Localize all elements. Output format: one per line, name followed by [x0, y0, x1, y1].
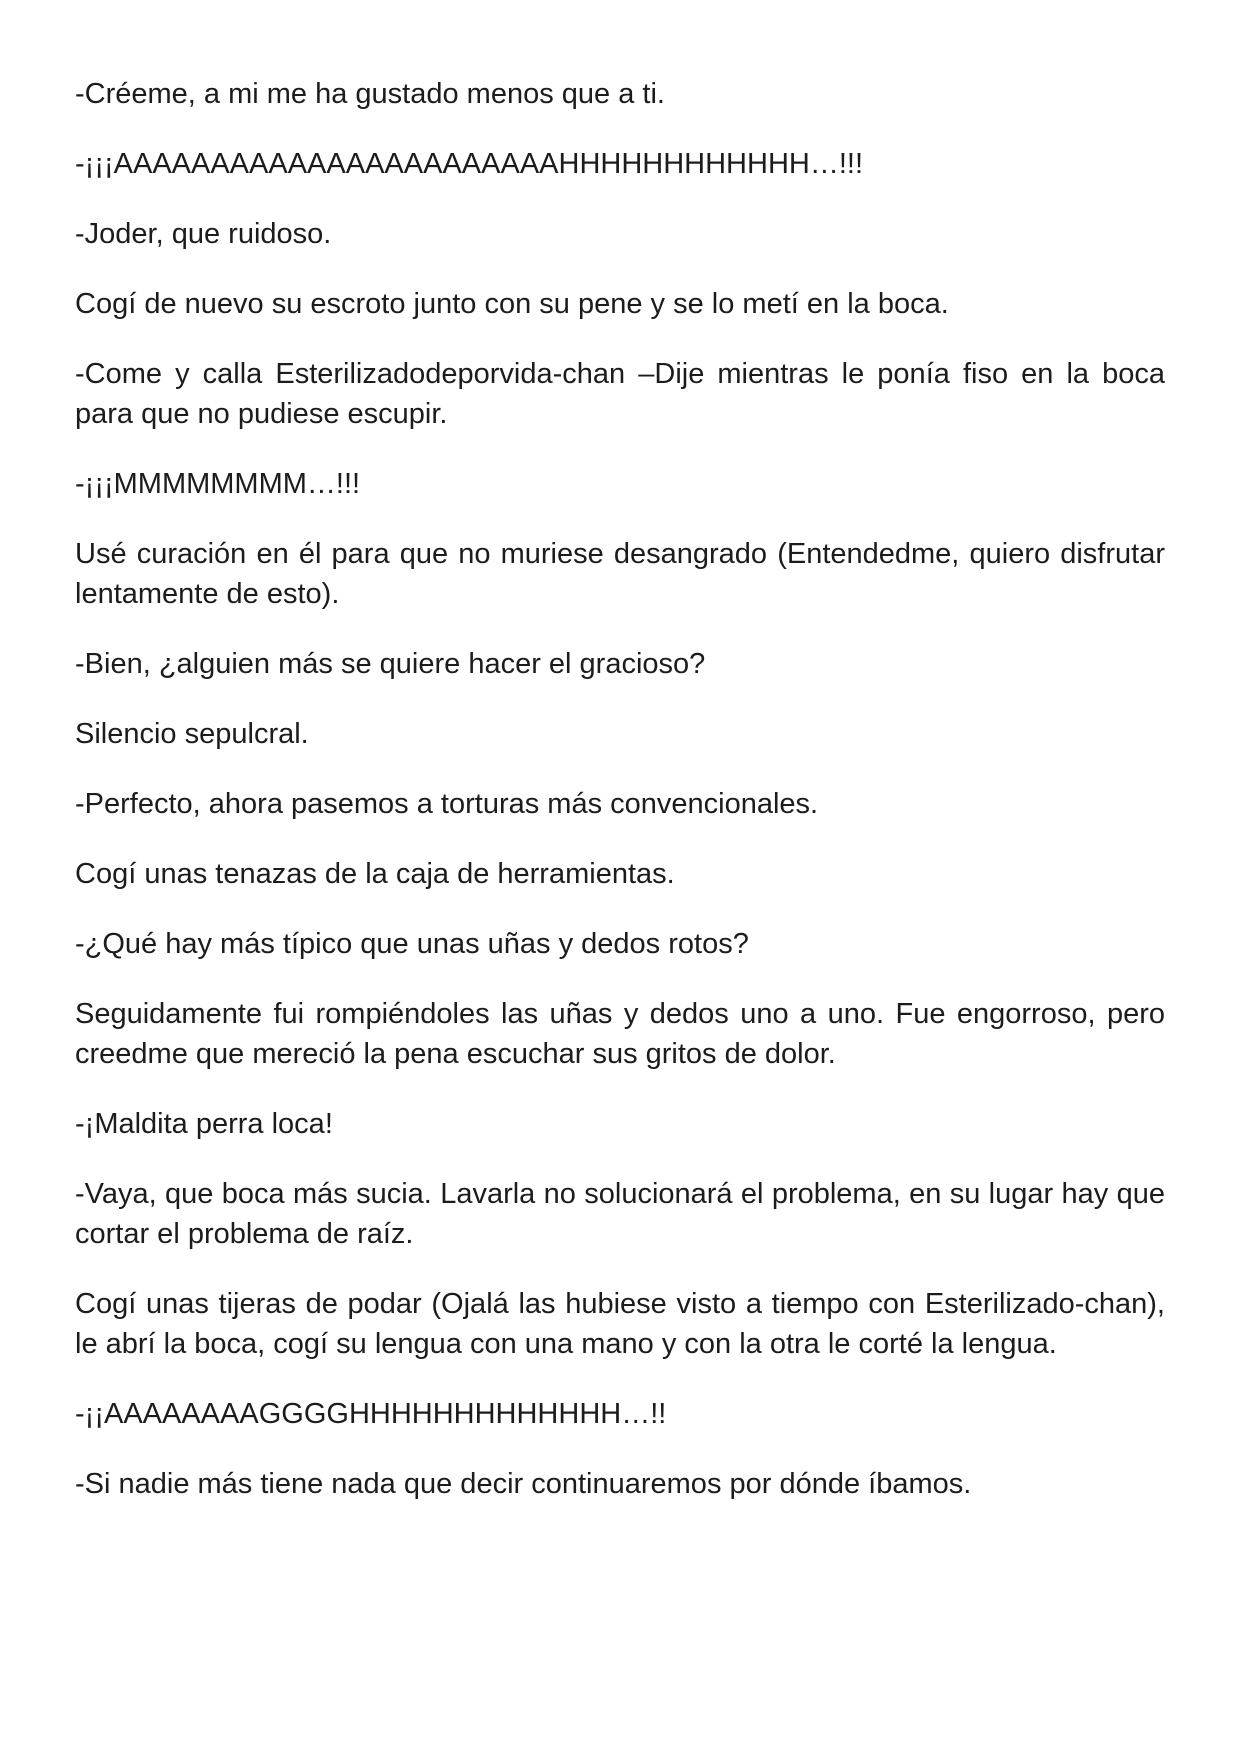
paragraph: -¡Maldita perra loca!: [75, 1108, 333, 1140]
document-page: [75, 74, 1165, 1504]
paragraph: -¡¡¡MMMMMMMM…!!!: [75, 468, 361, 500]
paragraph: Usé curación en él para que no muriese desangrado (Entendedme, quiero disfrutar lentamente de esto).: [75, 538, 1165, 610]
paragraph: -Créeme, a mi me ha gustado menos que a ti.: [75, 78, 665, 110]
paragraph: -¡¡¡AAAAAAAAAAAAAAAAAAAAAAAHHHHHHHHHHHH…!!!: [75, 148, 863, 180]
paragraph: -Come y calla Esterilizadodeporvida-chan –Dije mientras le ponía fiso en la boca para que no pudiese escupir.: [75, 358, 1165, 430]
paragraph: -Perfecto, ahora pasemos a torturas más convencionales.: [75, 788, 819, 820]
paragraph: -Vaya, que boca más sucia. Lavarla no solucionará el problema, en su lugar hay que cortar el problema de raíz.: [75, 1178, 1165, 1250]
paragraph: Seguidamente fui rompiéndoles las uñas y dedos uno a uno. Fue engorroso, pero creedme que mereció la pena escuchar sus gritos de dolor.: [75, 998, 1165, 1070]
paragraph: -¡¡AAAAAAAAGGGGHHHHHHHHHHHHH…!!: [75, 1398, 667, 1430]
paragraph: -¿Qué hay más típico que unas uñas y dedos rotos?: [75, 928, 749, 960]
paragraph: -Si nadie más tiene nada que decir continuaremos por dónde íbamos.: [75, 1468, 972, 1500]
paragraph: Cogí unas tenazas de la caja de herramientas.: [75, 858, 675, 890]
paragraph: Silencio sepulcral.: [75, 718, 309, 750]
paragraph: -Joder, que ruidoso.: [75, 218, 332, 250]
paragraph: Cogí de nuevo su escroto junto con su pene y se lo metí en la boca.: [75, 288, 949, 320]
paragraph: -Bien, ¿alguien más se quiere hacer el gracioso?: [75, 648, 706, 680]
paragraph: Cogí unas tijeras de podar (Ojalá las hubiese visto a tiempo con Esterilizado-chan), le abrí la boca, cogí su lengua con una mano y con la otra le corté la lengua.: [75, 1288, 1165, 1360]
